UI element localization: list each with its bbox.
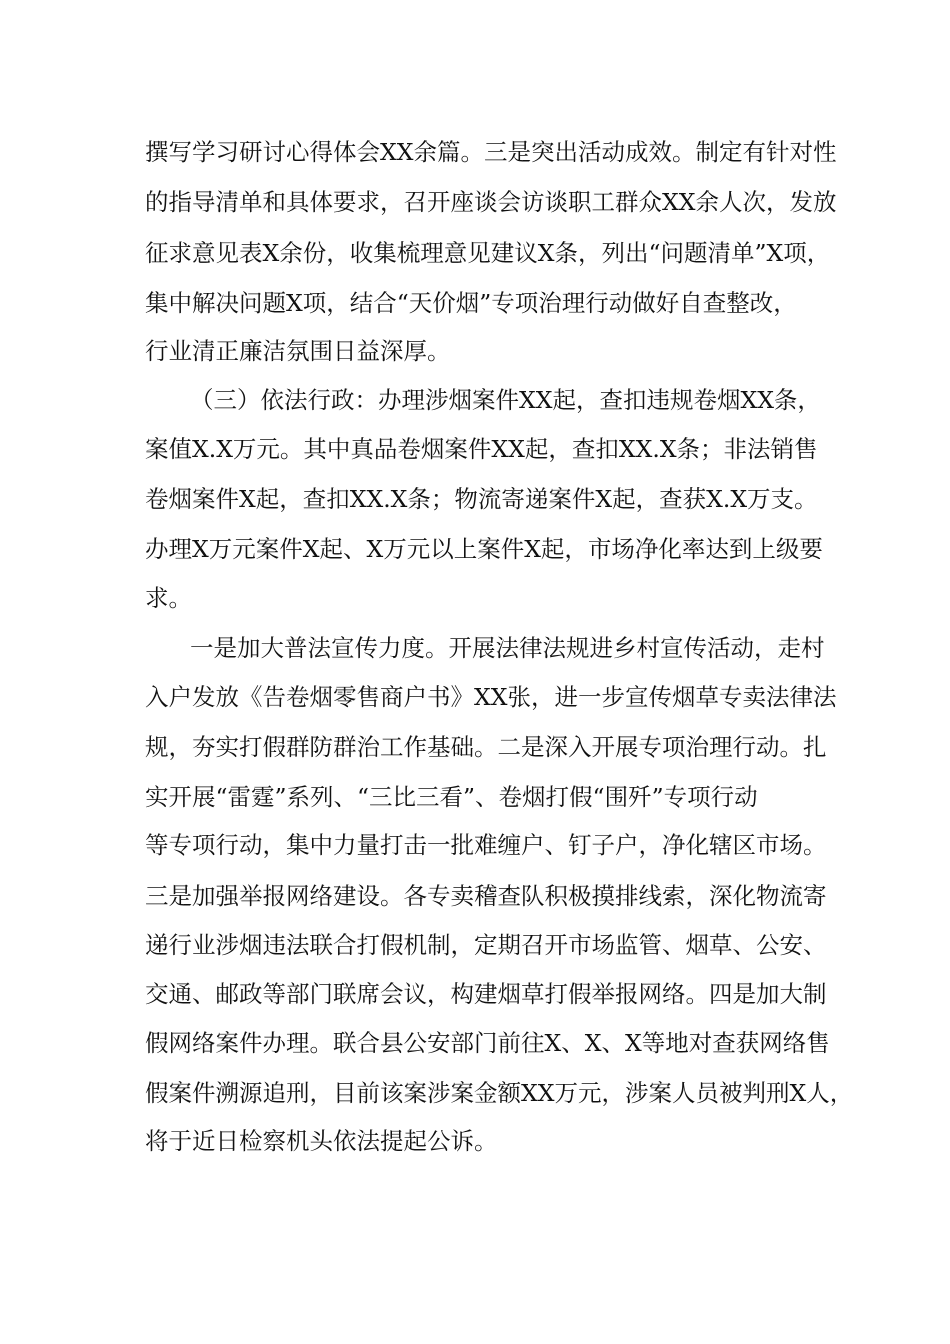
- text-line: 卷烟案件X起，查扣XX.X条；物流寄递案件X起，查获X.X万支。: [145, 485, 818, 513]
- text-line: 假网络案件办理。联合县公安部门前往X、X、X等地对查获网络售: [145, 1029, 830, 1057]
- text-line: 入户发放《告卷烟零售商户书》XX张，进一步宣传烟草专卖法律法: [145, 683, 837, 711]
- text-line: 征求意见表X余份，收集梳理意见建议X条，列出“问题清单”X项，: [145, 239, 831, 267]
- text-line: 假案件溯源追刑，目前该案涉案金额XX万元，涉案人员被判刑X人，: [145, 1079, 854, 1107]
- text-line: 办理X万元案件X起、X万元以上案件X起，市场净化率达到上级要: [145, 535, 823, 563]
- section-heading-line: （三）依法行政：办理涉烟案件XX起，查扣违规卷烟XX条，: [190, 386, 821, 414]
- text-line: 实开展“雷霆”系列、“三比三看”、卷烟打假“围歼”专项行动: [145, 783, 758, 811]
- text-line: 求。: [145, 584, 192, 612]
- text-line: 案值X.X万元。其中真品卷烟案件XX起，查扣XX.X条；非法销售: [145, 435, 818, 463]
- text-line: 撰写学习研讨心得体会XX余篇。三是突出活动成效。制定有针对性: [145, 138, 837, 166]
- text-line: 交通、邮政等部门联席会议，构建烟草打假举报网络。四是加大制: [145, 980, 827, 1008]
- text-line: 的指导清单和具体要求，召开座谈会访谈职工群众XX余人次，发放: [145, 188, 837, 216]
- text-line: 等专项行动，集中力量打击一批难缠户、钉子户，净化辖区市场。: [145, 831, 827, 859]
- text-line: 递行业涉烟违法联合打假机制，定期召开市场监管、烟草、公安、: [145, 931, 827, 959]
- text-line: 将于近日检察机头依法提起公诉。: [145, 1127, 498, 1155]
- paragraph-first-line: 一是加大普法宣传力度。开展法律法规进乡村宣传活动，走村: [190, 634, 825, 662]
- text-line: 规，夯实打假群防群治工作基础。二是深入开展专项治理行动。扎: [145, 733, 827, 761]
- text-line: 三是加强举报网络建设。各专卖稽查队积极摸排线索，深化物流寄: [145, 882, 827, 910]
- text-line: 行业清正廉洁氛围日益深厚。: [145, 337, 451, 365]
- text-line: 集中解决问题X项，结合“天价烟”专项治理行动做好自查整改，: [145, 289, 797, 317]
